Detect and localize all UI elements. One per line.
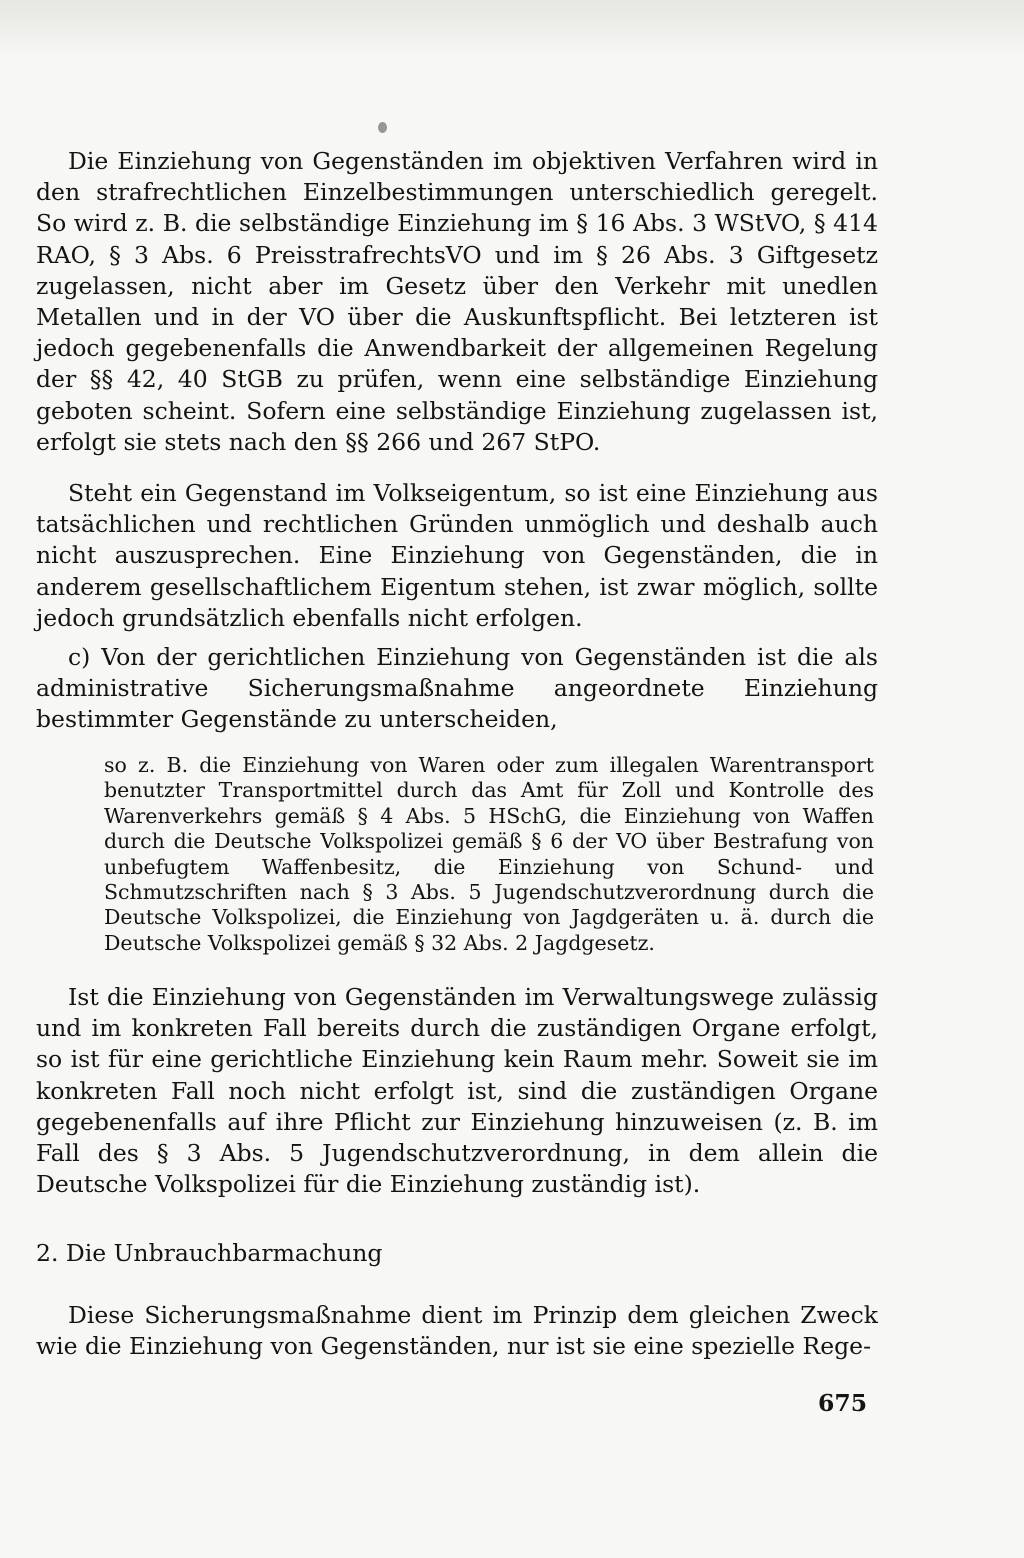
paragraph-objective-confiscation: Die Einziehung von Gegenständen im objektiven Verfahren wird in den strafrechtlichen Einzelbestimmungen unterschiedlich geregelt. So wird z. B. die selbständige Einziehung im § 16 Abs. 3 WStVO, § 414 RAO, § 3 Abs. 6 PreisstrafrechtsVO und im § 26 Abs. 3 Giftgesetz zugelassen, nicht aber im Gesetz über den Verkehr mit unedlen Metallen und in der VO über die Auskunftspflicht. Bei letzteren ist jedoch gegebenenfalls die Anwendbarkeit der allgemeinen Regelung der §§ 42, 40 StGB zu prüfen, wenn eine selbständige Einziehung geboten scheint. Sofern eine selbständige Einziehung zugelassen ist, erfolgt sie stets nach den §§ 266 und 267 StPO. [36, 147, 878, 456]
paragraph-administrative-way: Ist die Einziehung von Gegenständen im Verwaltungswege zulässig und im konkreten Fall bereits durch die zuständigen Organe erfolgt, so ist für eine gerichtliche Einziehung kein Raum mehr. Soweit sie im konkreten Fall noch nicht erfolgt ist, sind die zuständigen Organe gegebenenfalls auf ihre Pflicht zur Einziehung hinzuweisen (z. B. im Fall des § 3 Abs. 5 Jugendschutzverordnung, in dem allein die Deutsche Volkspolizei für die Einziehung zuständig ist). [36, 983, 878, 1199]
paragraph-people-property: Steht ein Gegenstand im Volkseigentum, so ist eine Einziehung aus tatsächlichen und rechtlichen Gründen unmöglich und deshalb auch nicht auszusprechen. Eine Einziehung von Gegenständen, die in anderem gesellschaftlichem Eigentum stehen, ist zwar möglich, sollte jedoch grundsätzlich ebenfalls nicht erfolgen. [36, 479, 878, 632]
page-number: 675 [818, 1389, 868, 1417]
ink-speck-decoration [378, 122, 387, 133]
section-heading: 2. Die Unbrauchbarmachung [36, 1239, 383, 1267]
paragraph-administrative-confiscation: c) Von der gerichtlichen Einziehung von Gegenständen ist die als administrative Sicherungsmaßnahme angeordnete Einziehung bestimmter Gegenstände zu unterscheiden, [36, 643, 878, 734]
paragraph-unbrauchbarmachung: Diese Sicherungsmaßnahme dient im Prinzip dem gleichen Zweck wie die Einziehung von Gegenständen, nur ist sie eine spezielle Rege- [36, 1301, 878, 1361]
paragraph-examples-small-print: so z. B. die Einziehung von Waren oder zum illegalen Warentransport benutzter Transportmittel durch das Amt für Zoll und Kontrolle des Warenverkehrs gemäß § 4 Abs. 5 HSchG, die Einziehung von Waffen durch die Deutsche Volkspolizei gemäß § 6 der VO über Bestrafung von unbefugtem Waffenbesitz, die Einziehung von Schund- und Schmutzschriften nach § 3 Abs. 5 Jugendschutzverordnung durch die Deutsche Volkspolizei, die Einziehung von Jagdgeräten u. ä. durch die Deutsche Volkspolizei gemäß § 32 Abs. 2 Jagdgesetz. [104, 753, 874, 955]
